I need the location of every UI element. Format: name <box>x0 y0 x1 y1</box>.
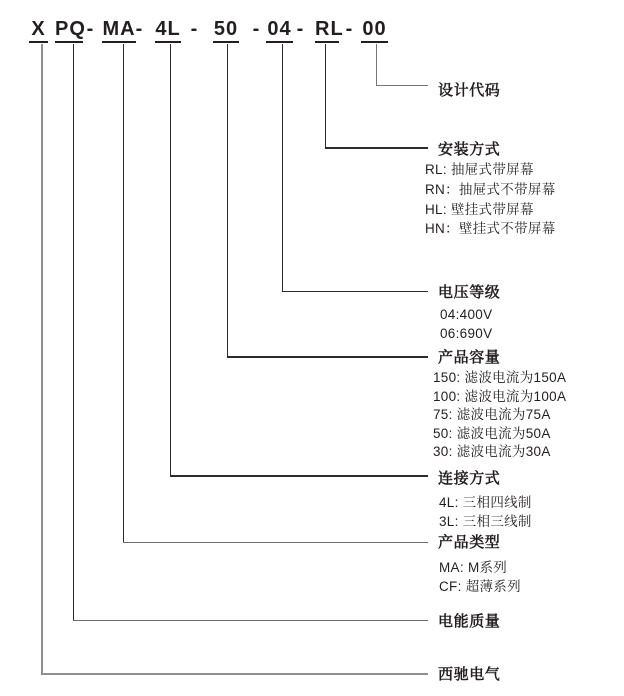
label-design-code: 设计代码 <box>438 82 501 99</box>
code-separator: - <box>296 18 304 40</box>
code-segment-00: 00 <box>361 19 388 43</box>
code-segment-04: 04 <box>266 19 293 43</box>
code-separator: - <box>190 18 198 40</box>
connector-horizontal-voltage <box>282 291 428 292</box>
label-product-type: 产品类型 <box>438 534 501 551</box>
code-separator: - <box>345 18 353 40</box>
legend-item: 100: 滤波电流为100A <box>433 388 567 404</box>
product-type-options <box>439 559 521 596</box>
code-separator: - <box>252 18 260 40</box>
code-separator: - <box>86 18 94 40</box>
code-segment-4l: 4L <box>155 19 181 43</box>
connector-horizontal-design-code <box>376 85 428 86</box>
legend-item: 150: 滤波电流为150A <box>433 370 567 385</box>
legend-item: 50: 滤波电流为50A <box>433 425 551 441</box>
capacity-options <box>433 369 566 462</box>
connector-vertical-x <box>41 44 43 674</box>
label-mounting: 安装方式 <box>438 141 501 158</box>
legend-item: 3L: 三相三线制 <box>439 514 532 529</box>
code-separator: - <box>135 18 143 40</box>
legend-item: HL: 壁挂式带屏幕 <box>425 201 534 217</box>
connector-horizontal-connection <box>170 475 428 477</box>
connector-vertical-pq <box>73 44 74 620</box>
code-segment-ma: MA <box>102 19 136 43</box>
label-capacity: 产品容量 <box>438 349 501 366</box>
code-segment-rl: RL <box>315 19 339 43</box>
code-segment-x: X <box>29 19 48 43</box>
connection-options <box>439 493 532 531</box>
connector-vertical-4l <box>170 44 171 476</box>
label-power-quality: 电能质量 <box>438 613 501 630</box>
connector-vertical-04 <box>282 44 283 291</box>
legend-item: CF: 超薄系列 <box>439 578 521 594</box>
code-segment-50: 50 <box>213 19 239 43</box>
connector-horizontal-mounting <box>325 147 428 149</box>
legend-item: RN：抽屉式不带屏幕 <box>425 181 556 197</box>
connector-vertical-00 <box>376 44 377 85</box>
label-brand: 西驰电气 <box>438 666 501 683</box>
code-segment-pq: PQ <box>55 19 83 43</box>
legend-item: 4L: 三相四线制 <box>439 495 532 510</box>
connector-vertical-rl <box>325 44 326 148</box>
connector-horizontal-power-quality <box>73 620 428 621</box>
connector-vertical-ma <box>123 44 124 542</box>
legend-item: 30: 滤波电流为30A <box>433 444 551 460</box>
legend-item: RL: 抽屉式带屏幕 <box>425 162 534 177</box>
label-connection: 连接方式 <box>438 470 501 487</box>
legend-item: HN：壁挂式不带屏幕 <box>425 221 556 237</box>
voltage-options <box>440 306 492 343</box>
connector-vertical-50 <box>227 44 228 357</box>
connector-horizontal-brand <box>41 673 428 675</box>
legend-item: MA: M系列 <box>439 560 508 575</box>
legend-item: 06:690V <box>440 325 493 341</box>
mounting-options <box>425 160 556 239</box>
connector-horizontal-capacity <box>227 356 428 358</box>
label-voltage: 电压等级 <box>438 284 501 301</box>
legend-item: 75: 滤波电流为75A <box>433 407 551 423</box>
connector-horizontal-product-type <box>123 542 428 543</box>
legend-item: 04:400V <box>440 307 493 322</box>
